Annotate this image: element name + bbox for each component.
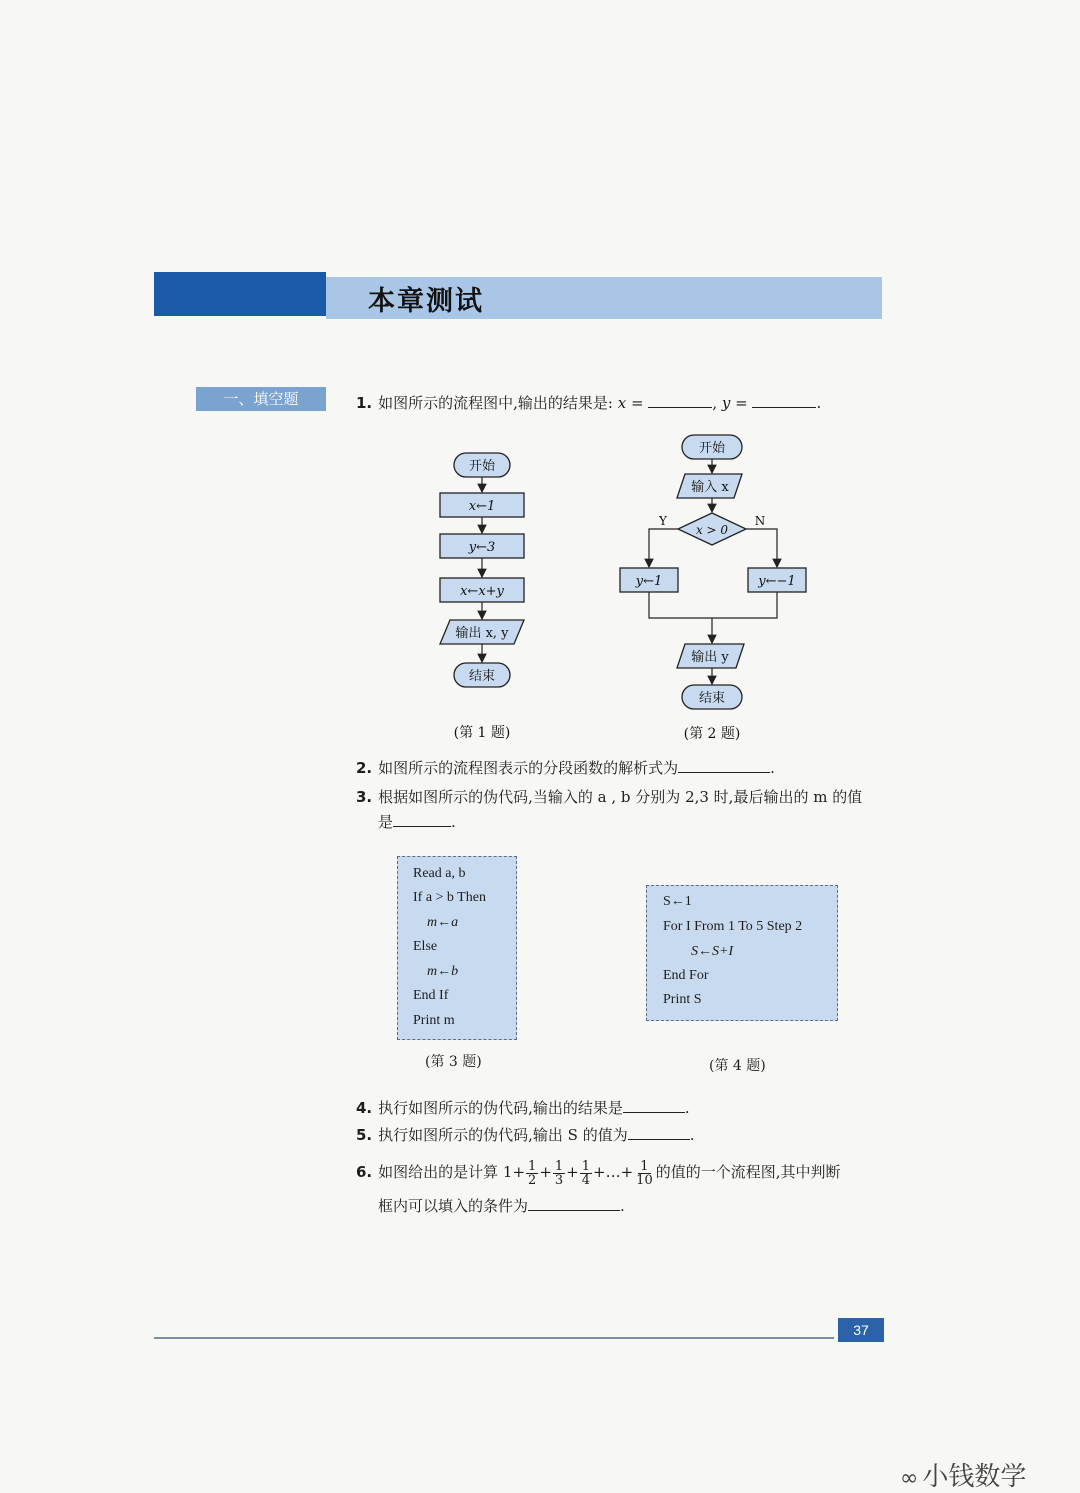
fraction: $\frac{1}{2}$ (528, 1158, 537, 1188)
period: . (770, 759, 775, 777)
code-line: Print S (663, 992, 702, 1007)
question-4 (356, 1097, 690, 1119)
question-number: 4. (356, 1099, 373, 1117)
code-line: m←b (427, 964, 459, 979)
fraction: $\frac{1}{10}$ (636, 1158, 653, 1188)
ellipsis: +…+ (593, 1163, 634, 1181)
fc1-step1-label: x←1 (468, 499, 496, 514)
question-text: 如图所示的流程图中,输出的结果是: (378, 394, 613, 412)
fc2-yes-label: Y (659, 514, 667, 528)
code-line: End For (663, 968, 709, 983)
fc1-caption: (第 1 题) (453, 725, 511, 741)
answer-blank-y[interactable] (752, 393, 816, 408)
question-text: 执行如图所示的伪代码,输出的结果是 (378, 1099, 623, 1117)
pseudocode-box-4 (646, 885, 838, 1021)
flowcharts-figure (420, 425, 840, 755)
fc2-output-label: 输出 y (691, 650, 729, 665)
fc1-end-label: 结束 (468, 669, 496, 684)
fc2-decision-label: x > 0 (695, 523, 729, 537)
fc1-start-label: 开始 (468, 459, 496, 474)
code-line: S←S+I (691, 944, 734, 959)
question-3 (356, 786, 862, 808)
answer-blank[interactable] (628, 1125, 690, 1140)
question-6-line2 (378, 1195, 625, 1217)
code-line: For I From 1 To 5 Step 2 (663, 919, 803, 934)
question-number: 1. (356, 394, 373, 412)
question-text: 如图所示的流程图表示的分段函数的解析式为 (378, 759, 679, 777)
question-text-prefix: 如图给出的是计算 1+ (378, 1163, 526, 1181)
fc2-left-label: y←1 (635, 574, 663, 589)
fraction: $\frac{1}{4}$ (581, 1158, 591, 1188)
question-1 (356, 392, 821, 414)
fc2-input-label: 输入 x (691, 480, 729, 495)
question-text-line2: 是 (378, 813, 394, 831)
question-text-suffix: 的值的一个流程图,其中判断 (655, 1163, 841, 1181)
period: . (451, 813, 456, 831)
code-line: End If (413, 988, 449, 1003)
page-number: 37 (838, 1318, 884, 1342)
code-line: If a > b Then (413, 890, 486, 905)
code-line: m←a (427, 915, 459, 930)
question-number: 2. (356, 759, 373, 777)
plus-sign: + (539, 1163, 552, 1181)
fc2-no-label: N (754, 514, 766, 528)
watermark-text: 小钱数学 (922, 1462, 1027, 1492)
plus-sign: + (566, 1163, 579, 1181)
answer-blank-x[interactable] (648, 393, 712, 408)
question-number: 3. (356, 788, 373, 806)
question-text-line2: 框内可以填入的条件为 (378, 1197, 529, 1215)
chapter-banner-accent (154, 272, 326, 316)
fraction: $\frac{1}{3}$ (554, 1158, 564, 1188)
y-label: y = (721, 394, 748, 412)
code-line: Print m (413, 1013, 455, 1028)
footer-rule (154, 1337, 834, 1339)
period: . (620, 1197, 625, 1215)
code-line: Read a, b (413, 866, 466, 881)
section-tag: 一、填空题 (196, 387, 326, 411)
period: . (689, 1126, 695, 1144)
question-number: 5. (356, 1126, 373, 1144)
period: . (816, 394, 822, 412)
fc2-end-label: 结束 (698, 691, 726, 706)
fc2-start-label: 开始 (698, 441, 726, 456)
fc1-step2-label: y←3 (468, 540, 496, 555)
separator: , (712, 394, 718, 412)
fc2-right-label: y←−1 (758, 574, 796, 589)
pseudocode-box-3 (397, 856, 517, 1040)
chapter-title: 本章测试 (368, 286, 484, 317)
code-line: Else (413, 939, 438, 954)
question-3-line2 (378, 811, 456, 833)
x-label: x = (617, 394, 644, 412)
question-text-line1: 根据如图所示的伪代码,当输入的 a , b 分别为 2,3 时,最后输出的 m 的值 (378, 788, 863, 806)
fc1-output-label: 输出 x, y (455, 626, 509, 641)
watermark (900, 1456, 1026, 1493)
question-text: 执行如图所示的伪代码,输出 S 的值为 (378, 1126, 628, 1144)
question-5 (356, 1124, 695, 1146)
question-2 (356, 757, 775, 779)
question-number: 6. (356, 1163, 373, 1181)
code3-caption: (第 3 题) (425, 1054, 482, 1070)
fc2-caption: (第 2 题) (683, 726, 741, 742)
question-6 (356, 1158, 841, 1187)
code4-caption: (第 4 题) (709, 1058, 766, 1074)
fc1-step3-label: x←x+y (460, 584, 504, 599)
code-line: S←1 (663, 894, 692, 909)
answer-blank[interactable] (528, 1196, 620, 1211)
period: . (684, 1099, 690, 1117)
wechat-icon: ∞ (900, 1466, 919, 1491)
answer-blank[interactable] (393, 812, 451, 827)
answer-blank[interactable] (623, 1098, 685, 1113)
answer-blank[interactable] (678, 758, 770, 773)
